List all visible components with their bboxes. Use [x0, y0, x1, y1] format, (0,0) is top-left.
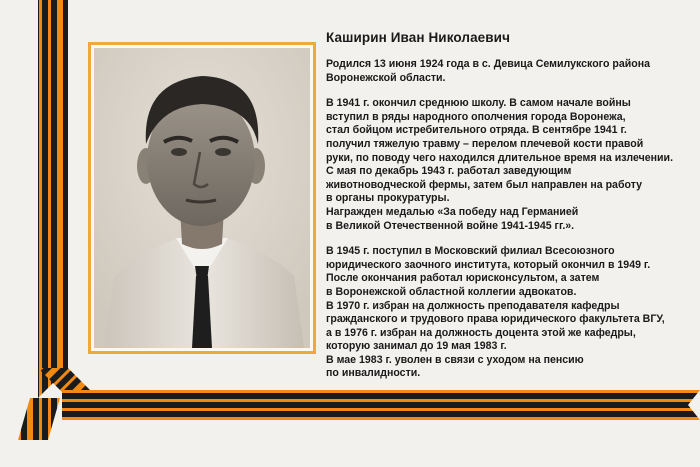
bio-line: в органы прокуратуры. — [326, 192, 450, 205]
bio-line: в Великой Отечественной войне 1941-1945 гг.». — [326, 219, 575, 232]
bio-line: Родился 13 июня 1924 года в с. Девица Семилукского района — [326, 58, 651, 70]
bio-line: С мая по декабрь 1943 г. работал заведующим — [326, 165, 572, 178]
bio-line: по инвалидности. — [326, 367, 421, 380]
bio-line: которую занимал до 19 мая 1983 г. — [326, 340, 507, 353]
bio-paragraph-career — [326, 245, 692, 381]
bio-line: В 1970 г. избран на должность преподавателя кафедры — [326, 299, 620, 312]
bio-line: руки, по поводу чего находился длительное время на излечении. — [326, 151, 674, 164]
bio-line: гражданского и трудового права юридического факультета ВГУ, — [326, 313, 665, 326]
bio-line: юридического заочного института, который окончил в 1949 г. — [326, 258, 651, 271]
bio-line: вступил в ряды народного ополчения города Воронежа, — [326, 110, 626, 123]
bio-line: В 1945 г. поступил в Московский филиал Всесоюзного — [326, 245, 615, 258]
bio-line: стал бойцом истребительного отряда. В сентябре 1941 г. — [326, 124, 627, 137]
ribbon-horizontal — [62, 390, 682, 420]
bio-line: животноводческой фермы, затем был направлен на работу — [326, 178, 643, 191]
ribbon-vertical — [38, 0, 68, 398]
person-name: Каширин Иван Николаевич — [326, 30, 511, 45]
bio-line: Награжден медалью «За победу над Германией — [326, 205, 579, 218]
bio-line: получил тяжелую травму – перелом плечевой кости правой — [326, 137, 644, 150]
bio-paragraph-war — [326, 97, 692, 233]
bio-paragraph-birth — [326, 58, 692, 85]
bio-line: После окончания работал юрисконсультом, а затем — [326, 272, 600, 285]
bio-line: в Воронежской областной коллегии адвокатов. — [326, 285, 577, 298]
ribbon-end — [682, 390, 700, 420]
bio-line: В 1941 г. окончил среднюю школу. В самом начале войны — [326, 97, 631, 110]
bio-line: Воронежской области. — [326, 71, 446, 84]
bio-line: В мае 1983 г. уволен в связи с уходом на пенсию — [326, 353, 584, 366]
ribbon-tail — [18, 398, 60, 440]
biography — [326, 30, 692, 393]
portrait-photo — [94, 48, 310, 348]
bio-line: а в 1976 г. избран на должность доцента этой же кафедры, — [326, 326, 636, 339]
